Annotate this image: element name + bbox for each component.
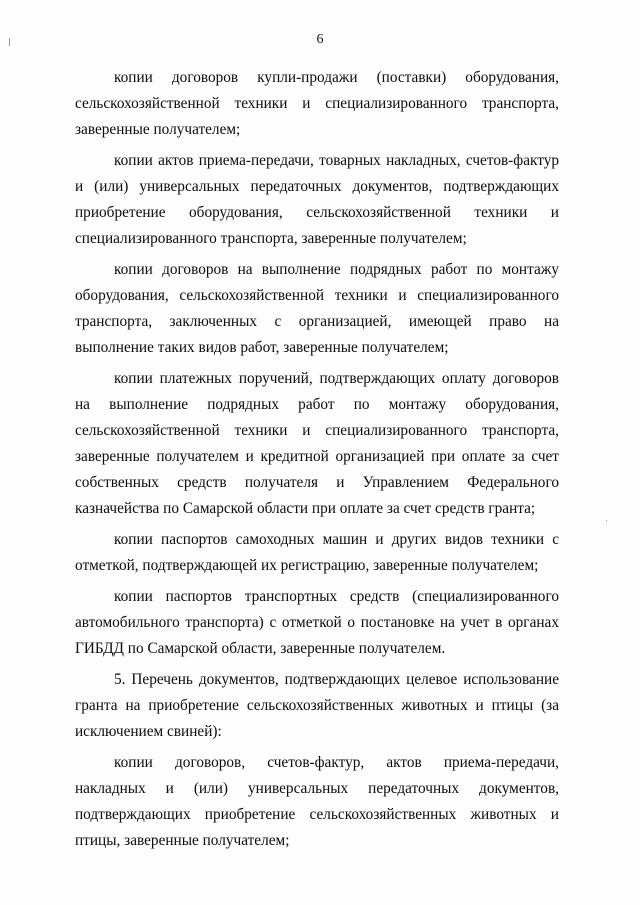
paragraph-payment-orders: копии платежных поручений, подтверждающих оплату договоров на выполнение подрядных работ по монтажу оборудования, сельскохозяйственной техники и специализированного транспорта, заверенные получателем и кредитной организацией при оплате за счет собственных средств получателя и Управлением Федерального казначейства по Самарской области при оплате за счет средств гранта; (75, 370, 559, 517)
paragraph-acceptance-acts: копии актов приема-передачи, товарных накладных, счетов-фактур и (или) универсальных передаточных документов, подтверждающих приобретение оборудования, сельскохозяйственной техники и специализированного транспорта, заверенные получателем; (75, 152, 559, 247)
document-body (75, 65, 559, 859)
paragraph-vehicle-passports: копии паспортов транспортных средств (специализированного автомобильного транспорта) с отметкой о постановке на учет в органах ГИБДД по Самарской области, заверенные получателем. (75, 588, 559, 657)
scan-edge-mark (606, 520, 607, 521)
page-number: 6 (316, 32, 324, 47)
paragraph-contract-works: копии договоров на выполнение подрядных работ по монтажу оборудования, сельскохозяйственной техники и специализированного транспорта, заключенных с организацией, имеющей право на выполнение таких видов работ, заверенные получателем; (75, 261, 559, 356)
paragraph-section-5-heading: 5. Перечень документов, подтверждающих целевое использование гранта на приобретение сельскохозяйственных животных и птицы (за исключением свиней): (75, 671, 559, 740)
paragraph-animal-purchase-docs: копии договоров, счетов-фактур, актов приема-передачи, накладных и (или) универсальных передаточных документов, подтверждающих приобретение сельскохозяйственных животных и птицы, заверенные получателем; (75, 754, 559, 849)
paragraph-equipment-contracts: копии договоров купли-продажи (поставки) оборудования, сельскохозяйственной техники и специализированного транспорта, заверенные получателем; (75, 69, 559, 138)
paragraph-machine-passports: копии паспортов самоходных машин и других видов техники с отметкой, подтверждающей их регистрацию, заверенные получателем; (75, 531, 559, 574)
